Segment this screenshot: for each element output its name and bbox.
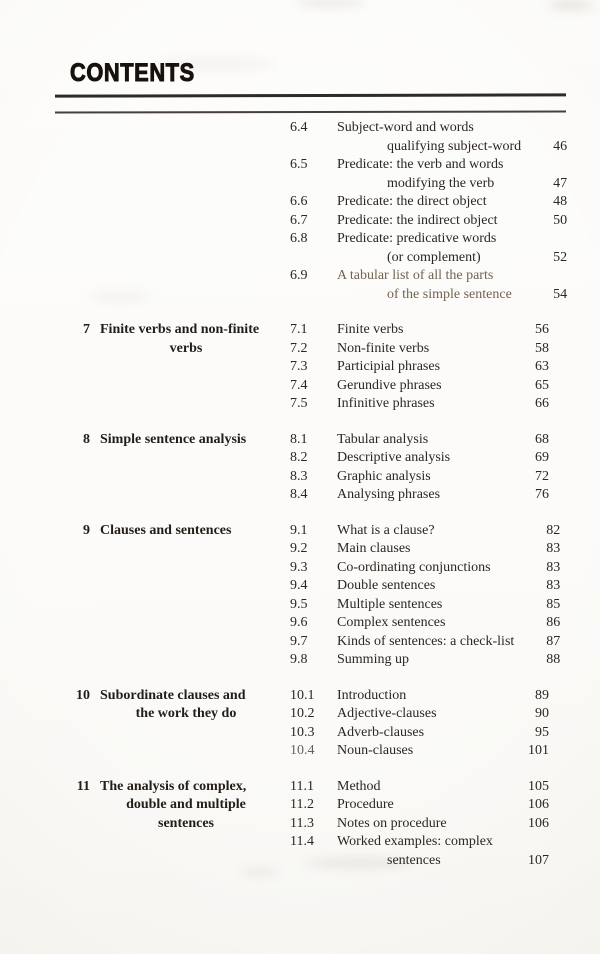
page-number: 101 xyxy=(528,743,549,758)
section-number: 9.6 xyxy=(290,615,308,630)
page-number: 89 xyxy=(535,687,549,703)
section-title xyxy=(337,486,503,505)
section-title-line: Non-finite verbs xyxy=(337,340,430,356)
page-number: 48 xyxy=(553,194,568,209)
section-number: 6.7 xyxy=(290,212,308,228)
section-title-line: Adverb-clauses xyxy=(337,724,425,740)
toc-entry xyxy=(290,193,567,212)
section-number: 10.2 xyxy=(290,706,315,721)
section-title-line: Summing up xyxy=(337,652,409,667)
section-number: 9.3 xyxy=(290,559,308,575)
page-number: 58 xyxy=(535,340,549,356)
page-number: 68 xyxy=(535,431,549,447)
page-number: 86 xyxy=(546,615,561,630)
section-title-line: Predicate: the verb and words xyxy=(337,157,504,172)
chapter-number: 11 xyxy=(76,778,90,794)
toc-entry xyxy=(290,742,549,761)
page-number: 76 xyxy=(535,487,549,502)
section-title-line: Notes on procedure xyxy=(337,815,447,831)
toc-chapter-group xyxy=(55,778,549,871)
toc-entry xyxy=(290,633,560,652)
section-title-line: Co-ordinating conjunctions xyxy=(337,559,491,575)
toc-entry xyxy=(290,119,567,156)
toc-entry xyxy=(290,156,567,193)
section-title-line: Predicate: the indirect object xyxy=(337,212,498,228)
chapter-title-line: The analysis of complex, xyxy=(100,778,247,794)
table-of-contents xyxy=(55,119,568,870)
section-title-line: Subject-word and words xyxy=(337,120,474,135)
toc-entry xyxy=(290,449,549,468)
section-title xyxy=(337,815,503,834)
section-list xyxy=(290,119,567,304)
page-number: 105 xyxy=(528,778,549,794)
section-title-line: Procedure xyxy=(337,797,394,812)
page-number: 82 xyxy=(546,522,561,538)
section-number: 8.3 xyxy=(290,468,308,484)
toc-entry xyxy=(290,358,549,377)
section-title xyxy=(337,778,503,797)
section-title xyxy=(337,377,503,396)
section-title-line: modifying the verb xyxy=(387,175,495,191)
section-title-line: Infinitive phrases xyxy=(337,396,435,411)
chapter-title xyxy=(100,687,290,724)
section-title-line: What is a clause? xyxy=(337,522,435,538)
section-list xyxy=(290,522,560,670)
section-title-line: Finite verbs xyxy=(337,322,404,337)
section-number: 8.4 xyxy=(290,487,308,502)
section-number: 6.5 xyxy=(290,157,308,172)
section-number: 9.5 xyxy=(290,596,308,612)
chapter-title-line: Clauses and sentences xyxy=(100,522,232,538)
toc-entry xyxy=(290,559,560,578)
section-title-line: Worked examples: complex xyxy=(337,834,493,849)
section-title xyxy=(337,577,514,596)
section-title-line: Multiple sentences xyxy=(337,596,443,612)
section-list xyxy=(290,687,549,761)
section-title-line: Analysing phrases xyxy=(337,487,441,502)
scan-smudge xyxy=(548,0,593,10)
section-number: 10.3 xyxy=(290,724,315,740)
section-title-line: Method xyxy=(337,778,381,794)
chapter-label xyxy=(55,687,290,761)
section-number: 6.9 xyxy=(290,268,308,283)
page-number: 72 xyxy=(535,468,549,484)
page-number: 65 xyxy=(535,377,549,393)
section-number: 7.5 xyxy=(290,396,308,411)
toc-entry xyxy=(290,377,549,396)
section-list xyxy=(290,778,549,871)
toc-entry xyxy=(290,522,560,541)
chapter-number: 9 xyxy=(83,522,90,538)
chapter-label xyxy=(55,431,290,505)
section-number: 9.4 xyxy=(290,578,308,593)
section-title-line: Main clauses xyxy=(337,541,411,556)
section-title xyxy=(337,522,514,541)
chapter-title-line: Subordinate clauses and xyxy=(100,687,246,703)
section-number: 6.4 xyxy=(290,120,308,135)
toc-entry xyxy=(290,724,549,743)
section-title xyxy=(337,212,521,231)
toc-entry xyxy=(290,468,549,487)
section-title xyxy=(337,230,521,267)
section-number: 11.3 xyxy=(290,815,314,831)
section-title xyxy=(337,596,514,615)
page-number: 90 xyxy=(535,706,549,721)
page-number: 66 xyxy=(535,396,549,411)
header-rule-bottom xyxy=(55,111,566,113)
chapter-title xyxy=(100,522,290,541)
section-title xyxy=(337,742,503,761)
section-title xyxy=(337,156,521,193)
section-number: 10.1 xyxy=(290,687,315,703)
page-number: 63 xyxy=(535,359,549,374)
section-number: 7.4 xyxy=(290,377,308,393)
page-number: 83 xyxy=(546,559,561,575)
section-number: 6.8 xyxy=(290,231,308,246)
section-title xyxy=(337,651,514,670)
section-title-line: Complex sentences xyxy=(337,615,446,630)
chapter-title xyxy=(100,778,290,834)
section-title xyxy=(337,833,503,870)
toc-chapter-group xyxy=(55,119,568,304)
page-number: 95 xyxy=(535,724,549,740)
toc-entry xyxy=(290,651,560,670)
chapter-title-line: verbs xyxy=(169,340,203,356)
toc-entry xyxy=(290,833,549,870)
page-number: 56 xyxy=(535,322,549,337)
toc-entry xyxy=(290,340,549,359)
page-number: 83 xyxy=(546,578,561,593)
chapter-number: 8 xyxy=(83,431,90,447)
toc-entry xyxy=(290,212,567,231)
chapter-label xyxy=(55,321,290,414)
toc-chapter-group xyxy=(55,522,561,670)
section-title-line: Predicate: the direct object xyxy=(337,194,487,209)
scan-smudge xyxy=(295,0,365,7)
section-title-line: Introduction xyxy=(337,687,407,703)
chapter-label xyxy=(55,119,290,304)
section-title-line: sentences xyxy=(387,852,441,868)
page-number: 88 xyxy=(546,652,561,667)
section-title-line: Double sentences xyxy=(337,578,436,593)
chapter-title-line: double and multiple xyxy=(126,797,246,812)
page-number: 85 xyxy=(546,596,561,612)
section-title xyxy=(337,559,514,578)
section-title xyxy=(337,193,521,212)
toc-entry xyxy=(290,796,549,815)
section-number: 9.7 xyxy=(290,633,308,649)
section-title-line: of the simple sentence xyxy=(387,286,512,302)
section-number: 9.8 xyxy=(290,652,308,667)
section-title-line: Tabular analysis xyxy=(337,431,429,447)
toc-entry xyxy=(290,486,549,505)
page-number: 107 xyxy=(528,852,549,868)
section-title xyxy=(337,468,503,487)
section-number: 7.3 xyxy=(290,359,308,374)
toc-entry xyxy=(290,577,560,596)
section-title xyxy=(337,724,503,743)
toc-entry xyxy=(290,321,549,340)
chapter-number: 10 xyxy=(76,687,90,703)
chapter-label xyxy=(55,778,290,871)
section-number: 7.1 xyxy=(290,322,308,337)
page-number: 52 xyxy=(553,249,568,265)
toc-entry xyxy=(290,596,560,615)
chapter-title-line: the work they do xyxy=(135,706,237,721)
chapter-title-line: Simple sentence analysis xyxy=(100,431,247,447)
toc-chapter-group xyxy=(55,431,549,505)
section-title xyxy=(337,796,503,815)
section-title-line: Graphic analysis xyxy=(337,468,431,484)
page-title: CONTENTS xyxy=(70,58,195,87)
section-number: 9.1 xyxy=(290,522,308,538)
section-number: 8.1 xyxy=(290,431,308,447)
section-title-line: Descriptive analysis xyxy=(337,450,451,465)
section-number: 6.6 xyxy=(290,194,308,209)
section-title xyxy=(337,321,503,340)
section-title-line: qualifying subject-word xyxy=(387,138,522,154)
section-number: 7.2 xyxy=(290,340,308,356)
toc-entry xyxy=(290,687,549,706)
page-number: 47 xyxy=(553,175,568,191)
section-title xyxy=(337,540,514,559)
section-title-line: Kinds of sentences: a check-list xyxy=(337,633,515,649)
toc-entry xyxy=(290,540,560,559)
toc-entry xyxy=(290,230,567,267)
chapter-title xyxy=(100,321,290,358)
section-title-line: Participial phrases xyxy=(337,359,441,374)
chapter-label xyxy=(55,522,290,670)
chapter-title xyxy=(100,431,290,450)
section-title xyxy=(337,395,503,414)
section-title-line: A tabular list of all the parts xyxy=(337,268,494,283)
section-number: 9.2 xyxy=(290,541,308,556)
toc-entry xyxy=(290,431,549,450)
section-title-line: Noun-clauses xyxy=(337,743,414,758)
page-number: 69 xyxy=(535,450,549,465)
toc-entry xyxy=(290,395,549,414)
section-list xyxy=(290,431,549,505)
toc-entry xyxy=(290,815,549,834)
section-title xyxy=(337,358,503,377)
section-list xyxy=(290,321,549,414)
section-title-line: Gerundive phrases xyxy=(337,377,442,393)
section-title-line: (or complement) xyxy=(387,249,481,265)
page-number: 83 xyxy=(546,541,561,556)
page-number: 87 xyxy=(546,633,561,649)
section-title-line: Adjective-clauses xyxy=(337,706,437,721)
chapter-title-line: sentences xyxy=(158,815,214,831)
page-number: 54 xyxy=(553,286,568,302)
page-number: 46 xyxy=(553,138,568,154)
section-number: 11.4 xyxy=(290,834,314,849)
section-title xyxy=(337,340,503,359)
section-title xyxy=(337,267,521,304)
toc-chapter-group xyxy=(55,687,549,761)
section-title xyxy=(337,119,521,156)
toc-entry xyxy=(290,267,567,304)
toc-entry xyxy=(290,778,549,797)
section-number: 11.1 xyxy=(290,778,314,794)
chapter-number: 7 xyxy=(83,322,90,337)
toc-chapter-group xyxy=(55,321,549,414)
section-title xyxy=(337,687,503,706)
section-number: 8.2 xyxy=(290,450,308,465)
section-number: 11.2 xyxy=(290,797,314,812)
section-number: 10.4 xyxy=(290,743,315,758)
section-title xyxy=(337,614,514,633)
page-number: 106 xyxy=(528,815,549,831)
section-title xyxy=(337,449,503,468)
header-rule-top xyxy=(55,93,566,97)
section-title xyxy=(337,633,514,652)
section-title xyxy=(337,431,503,450)
chapter-title-line: Finite verbs and non-finite xyxy=(100,322,260,337)
section-title xyxy=(337,705,503,724)
toc-entry xyxy=(290,705,549,724)
section-title-line: Predicate: predicative words xyxy=(337,231,497,246)
page-number: 106 xyxy=(528,797,549,812)
toc-entry xyxy=(290,614,560,633)
page-number: 50 xyxy=(553,212,568,228)
